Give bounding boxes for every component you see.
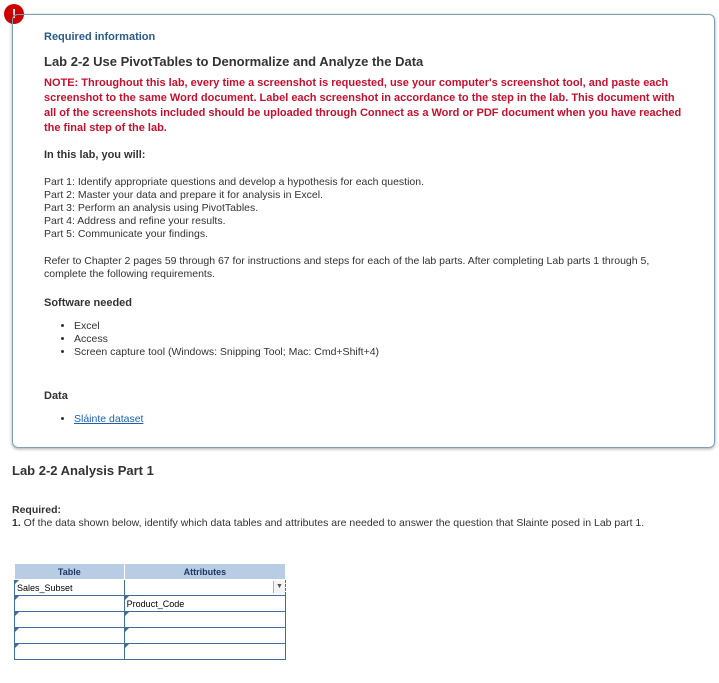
cell-marker-icon bbox=[15, 580, 19, 584]
cell-marker-icon bbox=[125, 628, 129, 632]
cell-marker-icon bbox=[125, 644, 129, 648]
cell-marker-icon bbox=[125, 596, 129, 600]
cell-marker-icon bbox=[15, 612, 19, 616]
attribute-input-cell[interactable] bbox=[124, 644, 285, 660]
cell-marker-icon bbox=[15, 596, 19, 600]
table-row bbox=[15, 628, 286, 644]
attribute-input-cell[interactable] bbox=[124, 628, 285, 644]
table-input-cell[interactable] bbox=[15, 612, 125, 628]
required-information-panel bbox=[12, 14, 715, 448]
attributes-column-header: Attributes bbox=[124, 564, 285, 580]
software-item-excel: • Excel bbox=[74, 320, 684, 333]
chapter-reference: Refer to Chapter 2 pages 59 through 67 for instructions and steps for each of the lab parts. After completing Lab parts 1 through 5, complete the following requirements. bbox=[44, 255, 650, 280]
table-input-cell[interactable] bbox=[15, 628, 125, 644]
lab-parts-list bbox=[44, 176, 684, 241]
cell-marker-icon bbox=[15, 628, 19, 632]
dropdown-arrow-icon[interactable]: ▼ bbox=[273, 581, 285, 593]
table-input-cell[interactable] bbox=[15, 596, 125, 612]
lab-part-4: Part 4: Address and refine your results. bbox=[44, 215, 226, 227]
software-needed-heading: Software needed bbox=[44, 297, 133, 309]
table-input-cell[interactable] bbox=[15, 580, 125, 596]
analysis-title: Lab 2-2 Analysis Part 1 bbox=[12, 463, 154, 478]
software-item-access: • Access bbox=[74, 333, 684, 346]
data-list-item bbox=[74, 413, 684, 426]
attribute-input-cell[interactable] bbox=[124, 596, 285, 612]
software-item-screen-capture: • Screen capture tool (Windows: Snipping Tool; Mac: Cmd+Shift+4) bbox=[74, 346, 684, 359]
software-list bbox=[44, 320, 684, 359]
cell-marker-icon bbox=[125, 612, 129, 616]
lab-part-1: Part 1: Identify appropriate questions and develop a hypothesis for each question. bbox=[44, 176, 424, 188]
answer-table-header-row bbox=[15, 564, 286, 580]
required-label: Required: bbox=[12, 504, 62, 516]
table-input-cell[interactable] bbox=[15, 644, 125, 660]
data-heading: Data bbox=[44, 390, 68, 402]
data-list bbox=[44, 413, 684, 426]
required-information-heading: Required information bbox=[44, 31, 156, 43]
attribute-cell-value: Product_Code bbox=[126, 598, 185, 609]
table-row bbox=[15, 644, 286, 660]
table-row bbox=[15, 580, 286, 596]
attribute-input-cell[interactable] bbox=[124, 612, 285, 628]
question-text bbox=[12, 517, 715, 530]
question-body: Of the data shown below, identify which data tables and attributes are needed to answer the question that Slainte posed in Lab part 1. bbox=[20, 517, 645, 529]
table-cell-value: Sales_Subset bbox=[17, 582, 73, 593]
attributes-dropdown[interactable] bbox=[124, 580, 285, 596]
alert-icon: ! bbox=[4, 4, 24, 24]
table-row bbox=[15, 612, 286, 628]
lab-part-5: Part 5: Communicate your findings. bbox=[44, 228, 208, 240]
lab-part-2: Part 2: Master your data and prepare it for analysis in Excel. bbox=[44, 189, 323, 201]
lab-part-3: Part 3: Perform an analysis using PivotTables. bbox=[44, 202, 259, 214]
lab-intro: In this lab, you will: bbox=[44, 149, 146, 161]
answer-table bbox=[14, 563, 286, 660]
lab-title: Lab 2-2 Use PivotTables to Denormalize and Analyze the Data bbox=[44, 54, 424, 69]
cell-marker-icon bbox=[15, 644, 19, 648]
slainte-dataset-link[interactable]: Sláinte dataset bbox=[74, 413, 144, 425]
table-column-header: Table bbox=[15, 564, 125, 580]
table-row bbox=[15, 596, 286, 612]
question-number: 1. bbox=[12, 517, 21, 529]
screenshot-note: NOTE: Throughout this lab, every time a screenshot is requested, use your computer's screenshot tool, and paste each screenshot to the same Word document. Label each screenshot in accordance to the step in the lab. This document with all of the screenshots included should be uploaded through Connect as a Word or PDF document when you have reached the final step of the lab. bbox=[44, 77, 682, 134]
